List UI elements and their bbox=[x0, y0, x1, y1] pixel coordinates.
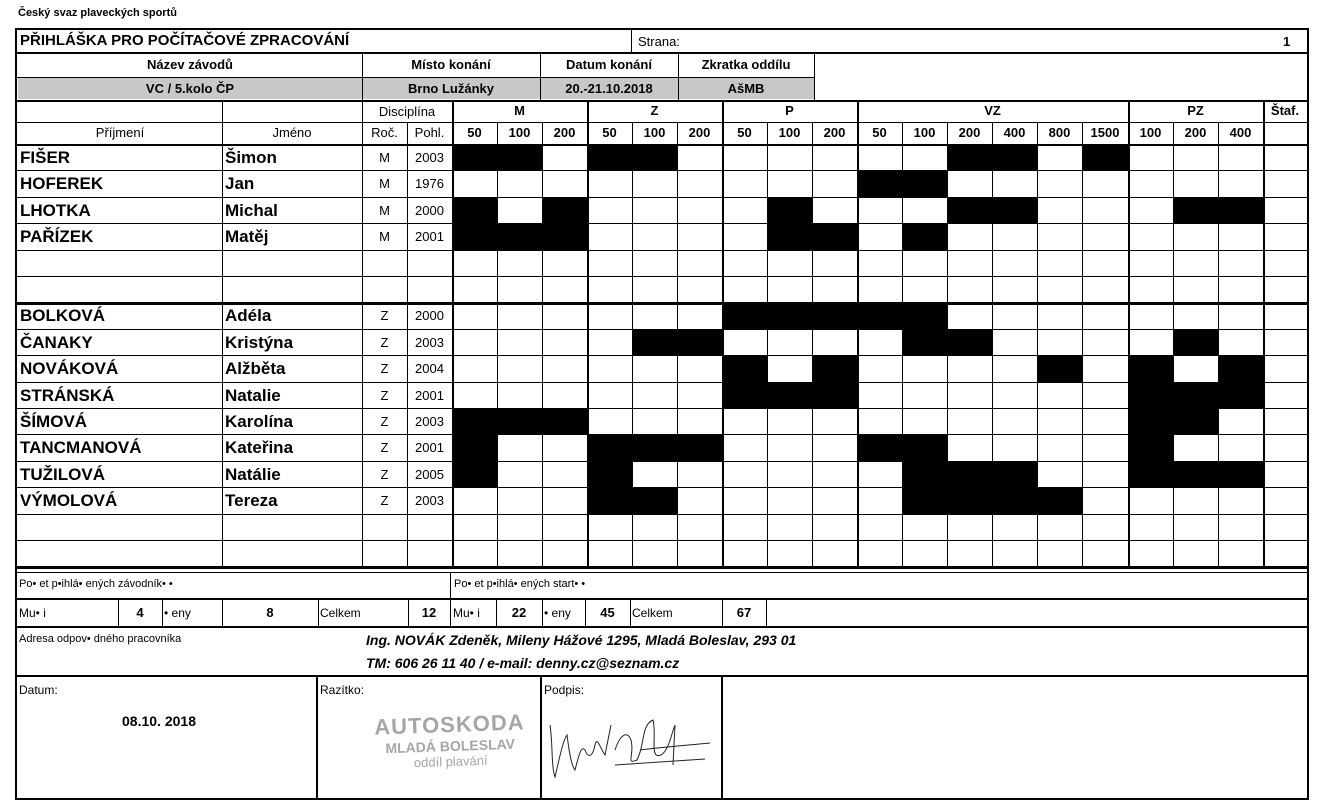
row-line bbox=[17, 461, 1307, 462]
entry-mark bbox=[587, 461, 633, 488]
entry-mark bbox=[992, 461, 1038, 488]
entry-mark bbox=[1173, 382, 1219, 409]
entry-mark bbox=[1218, 461, 1264, 488]
entry-mark bbox=[857, 434, 903, 461]
entry-mark bbox=[587, 144, 633, 171]
birth-year: 2003 bbox=[415, 150, 444, 165]
men-label: Mu• i bbox=[19, 606, 46, 620]
gender: Z bbox=[380, 308, 389, 323]
birth-year: 1976 bbox=[415, 176, 444, 191]
distance-header: 200 bbox=[823, 125, 846, 140]
entry-mark bbox=[452, 434, 498, 461]
discipline-label: Disciplína bbox=[378, 104, 436, 119]
entry-mark bbox=[947, 487, 993, 514]
summary-cell bbox=[630, 598, 631, 626]
entry-mark bbox=[1037, 355, 1083, 382]
total-starts: 67 bbox=[736, 605, 752, 620]
date-label: Datum konání bbox=[566, 57, 652, 72]
handwritten-signature bbox=[545, 705, 715, 785]
entry-mark bbox=[632, 487, 678, 514]
footer-divider bbox=[721, 675, 723, 800]
distance-header: 100 bbox=[508, 125, 531, 140]
surname: NOVÁKOVÁ bbox=[20, 359, 119, 378]
col-divider bbox=[767, 122, 768, 566]
gender: M bbox=[379, 150, 390, 165]
entry-mark bbox=[857, 170, 903, 197]
total-label: Celkem bbox=[320, 606, 361, 620]
page-number: 1 bbox=[1283, 34, 1291, 49]
entry-mark bbox=[1128, 355, 1174, 382]
entry-mark bbox=[902, 461, 948, 488]
men-starts: 22 bbox=[511, 605, 527, 620]
total-starts-label: Celkem bbox=[632, 606, 673, 620]
entry-mark bbox=[1128, 408, 1174, 435]
entry-mark bbox=[1037, 487, 1083, 514]
entry-mark bbox=[452, 223, 498, 250]
firstname-header: Jméno bbox=[272, 125, 312, 140]
group-VZ: VZ bbox=[984, 103, 1001, 118]
birth-year: 2000 bbox=[415, 203, 444, 218]
birth-year: 2005 bbox=[415, 467, 444, 482]
group-M: M bbox=[514, 103, 525, 118]
firstname: Adéla bbox=[225, 306, 272, 325]
entry-mark bbox=[812, 223, 858, 250]
distance-header: 50 bbox=[467, 125, 482, 140]
firstname: Jan bbox=[225, 174, 255, 193]
entry-mark bbox=[992, 144, 1038, 171]
entry-mark bbox=[767, 382, 813, 409]
entry-mark bbox=[1173, 461, 1219, 488]
row-line bbox=[17, 382, 1307, 383]
surname: STRÁNSKÁ bbox=[20, 386, 115, 405]
entry-mark bbox=[542, 197, 588, 224]
gender: Z bbox=[380, 414, 389, 429]
row-line bbox=[17, 514, 1307, 515]
firstname: Natálie bbox=[225, 465, 281, 484]
distance-header: 200 bbox=[688, 125, 711, 140]
surname: ŠÍMOVÁ bbox=[20, 412, 88, 431]
distance-header: 100 bbox=[643, 125, 666, 140]
row-line bbox=[17, 540, 1307, 541]
women-label: • eny bbox=[164, 606, 191, 620]
header-bottom-line bbox=[17, 100, 1307, 102]
women-starts-label: • eny bbox=[544, 606, 571, 620]
entry-mark bbox=[452, 408, 498, 435]
surname: BOLKOVÁ bbox=[20, 306, 105, 325]
entry-mark bbox=[767, 197, 813, 224]
row-line bbox=[17, 250, 1307, 251]
title-bottom-line bbox=[17, 52, 1307, 54]
entry-mark bbox=[677, 329, 723, 356]
firstname: Kristýna bbox=[225, 333, 294, 352]
firstname: Kateřina bbox=[225, 438, 294, 457]
entry-mark bbox=[587, 487, 633, 514]
summary-line bbox=[17, 598, 1307, 600]
entry-mark bbox=[992, 197, 1038, 224]
entry-mark bbox=[542, 408, 588, 435]
gender: Z bbox=[380, 493, 389, 508]
stamp-line: oddíl plavání bbox=[413, 752, 488, 771]
entry-mark bbox=[722, 355, 768, 382]
entry-mark bbox=[452, 461, 498, 488]
summary-cell bbox=[766, 598, 767, 626]
surname: TUŽILOVÁ bbox=[20, 465, 105, 484]
total-count: 12 bbox=[421, 605, 437, 620]
birth-year: 2001 bbox=[415, 229, 444, 244]
entry-mark bbox=[1218, 355, 1264, 382]
distance-header: 1500 bbox=[1090, 125, 1120, 140]
distance-header: 400 bbox=[1229, 125, 1252, 140]
firstname: Karolína bbox=[225, 412, 294, 431]
club-label: Zkratka oddílu bbox=[701, 57, 791, 72]
distance-header: 200 bbox=[553, 125, 576, 140]
col-divider bbox=[542, 122, 543, 566]
entry-mark bbox=[902, 487, 948, 514]
gender: Z bbox=[380, 335, 389, 350]
stamp-line: MLADÁ BOLESLAV bbox=[385, 735, 516, 757]
signature-label: Podpis: bbox=[544, 683, 585, 697]
grid-bottom-thick bbox=[17, 566, 1307, 569]
entry-mark bbox=[497, 408, 543, 435]
gender: Z bbox=[380, 467, 389, 482]
group-P: P bbox=[785, 103, 794, 118]
org-name: Český svaz plaveckých sportů bbox=[18, 7, 177, 19]
year-header: Pohl. bbox=[414, 125, 445, 140]
firstname: Michal bbox=[225, 201, 278, 220]
entry-mark bbox=[812, 302, 858, 329]
row-line bbox=[17, 223, 1307, 224]
entry-mark bbox=[947, 329, 993, 356]
summary-line bbox=[17, 626, 1307, 628]
distance-header: 50 bbox=[872, 125, 887, 140]
row-line bbox=[17, 302, 1307, 305]
distance-header: 100 bbox=[1139, 125, 1162, 140]
staf-header: Štaf. bbox=[1270, 103, 1300, 118]
event-name-label: Název závodů bbox=[147, 57, 233, 72]
surname: ČANAKY bbox=[20, 333, 93, 352]
entry-mark bbox=[632, 434, 678, 461]
gender: Z bbox=[380, 440, 389, 455]
entry-mark bbox=[902, 302, 948, 329]
distance-header: 100 bbox=[913, 125, 936, 140]
entry-mark bbox=[1173, 408, 1219, 435]
entry-mark bbox=[452, 197, 498, 224]
birth-year: 2003 bbox=[415, 414, 444, 429]
entry-mark bbox=[902, 170, 948, 197]
contact-phone-email: TM: 606 26 11 40 / e-mail: denny.cz@seznam.cz bbox=[366, 655, 680, 671]
grid-bottom-double bbox=[17, 572, 1307, 573]
entry-mark bbox=[1082, 144, 1129, 171]
entry-mark bbox=[632, 144, 678, 171]
surname: FIŠER bbox=[20, 148, 71, 167]
gender: Z bbox=[380, 361, 389, 376]
surname: PAŘÍZEK bbox=[20, 227, 94, 246]
women-starts: 45 bbox=[600, 605, 615, 620]
subheader-line bbox=[17, 122, 1307, 123]
starts-count-label: Po• et p•ihlá• ených start• • bbox=[454, 578, 586, 590]
entry-mark bbox=[902, 329, 948, 356]
surname: LHOTKA bbox=[20, 201, 91, 220]
surname: TANCMANOVÁ bbox=[20, 438, 142, 457]
entry-mark bbox=[722, 302, 768, 329]
firstname: Natalie bbox=[225, 386, 281, 405]
distance-header: 400 bbox=[1003, 125, 1026, 140]
entry-mark bbox=[497, 144, 543, 171]
entry-mark bbox=[1128, 434, 1174, 461]
event-name: VC / 5.kolo ČP bbox=[145, 81, 235, 96]
group-PZ: PZ bbox=[1187, 103, 1204, 118]
row-line bbox=[17, 408, 1307, 409]
venue-label: Místo konání bbox=[411, 57, 491, 72]
entry-mark bbox=[857, 302, 903, 329]
entry-mark bbox=[812, 382, 858, 409]
entry-mark bbox=[902, 223, 948, 250]
entry-mark bbox=[1218, 197, 1264, 224]
gender-header: Roč. bbox=[371, 125, 398, 140]
entry-mark bbox=[947, 197, 993, 224]
gender: Z bbox=[380, 388, 389, 403]
group-Z: Z bbox=[650, 103, 659, 118]
contact-label: Adresa odpov• dného pracovníka bbox=[19, 633, 182, 645]
surname: HOFEREK bbox=[20, 174, 104, 193]
summary-cell bbox=[318, 598, 319, 626]
club-code: AšMB bbox=[727, 81, 765, 96]
entry-mark bbox=[632, 329, 678, 356]
club-stamp bbox=[359, 709, 541, 772]
women-count: 8 bbox=[266, 605, 274, 620]
col-divider bbox=[812, 122, 813, 566]
form-title: PŘIHLÁŠKA PRO POČÍTAČOVÉ ZPRACOVÁNÍ bbox=[20, 32, 350, 49]
entry-mark bbox=[767, 302, 813, 329]
col-divider bbox=[452, 122, 454, 566]
col-divider bbox=[497, 122, 498, 566]
surname-header: Příjmení bbox=[95, 125, 145, 140]
distance-header: 800 bbox=[1048, 125, 1071, 140]
page-label: Strana: bbox=[638, 34, 680, 49]
entry-mark bbox=[992, 487, 1038, 514]
entry-mark bbox=[1128, 461, 1174, 488]
header-mid-line bbox=[17, 77, 815, 78]
birth-year: 2004 bbox=[415, 361, 444, 376]
entry-mark bbox=[1218, 382, 1264, 409]
men-count: 4 bbox=[136, 605, 144, 620]
title-divider bbox=[631, 30, 632, 52]
birth-year: 2000 bbox=[415, 308, 444, 323]
surname: VÝMOLOVÁ bbox=[20, 491, 118, 510]
entry-mark bbox=[677, 434, 723, 461]
distance-header: 200 bbox=[1184, 125, 1207, 140]
entry-mark bbox=[542, 223, 588, 250]
men-starts-label: Mu• i bbox=[453, 606, 480, 620]
firstname: Šimon bbox=[225, 148, 277, 167]
firstname: Alžběta bbox=[225, 359, 286, 378]
entry-mark bbox=[902, 434, 948, 461]
col-divider bbox=[1128, 122, 1130, 566]
stamp-line: AUTOSKODA bbox=[373, 709, 526, 740]
birth-year: 2003 bbox=[415, 335, 444, 350]
distance-header: 200 bbox=[958, 125, 981, 140]
distance-header: 50 bbox=[602, 125, 617, 140]
birth-year: 2001 bbox=[415, 388, 444, 403]
gender: M bbox=[379, 203, 390, 218]
contact-address: Ing. NOVÁK Zdeněk, Mileny Hážové 1295, Mladá Boleslav, 293 01 bbox=[366, 632, 797, 648]
row-line bbox=[17, 276, 1307, 277]
col-divider bbox=[1263, 122, 1265, 566]
swimmers-count-label: Po• et p•ihlá• ených závodník• • bbox=[19, 578, 173, 590]
gender: M bbox=[379, 229, 390, 244]
summary-cell bbox=[162, 598, 163, 626]
firstname: Tereza bbox=[225, 491, 278, 510]
header-divider bbox=[814, 52, 815, 100]
firstname: Matěj bbox=[225, 227, 269, 246]
entry-mark bbox=[1173, 329, 1219, 356]
distance-header: 100 bbox=[778, 125, 801, 140]
row-line bbox=[17, 197, 1307, 198]
distance-header: 50 bbox=[737, 125, 752, 140]
birth-year: 2001 bbox=[415, 440, 444, 455]
entry-mark bbox=[812, 355, 858, 382]
entry-mark bbox=[722, 382, 768, 409]
summary-cell bbox=[542, 598, 543, 626]
entry-mark bbox=[1173, 197, 1219, 224]
venue: Brno Lužánky bbox=[408, 81, 494, 96]
event-date: 20.-21.10.2018 bbox=[565, 81, 653, 96]
entry-mark bbox=[947, 144, 993, 171]
entry-mark bbox=[767, 223, 813, 250]
entry-mark bbox=[587, 434, 633, 461]
entry-mark bbox=[947, 461, 993, 488]
entry-mark bbox=[1128, 382, 1174, 409]
summary-cell bbox=[450, 598, 451, 626]
birth-year: 2003 bbox=[415, 493, 444, 508]
contact-bottom-line bbox=[17, 675, 1307, 677]
gender: M bbox=[379, 176, 390, 191]
entry-mark bbox=[497, 223, 543, 250]
footer-divider bbox=[316, 675, 318, 800]
date-label-footer: Datum: bbox=[19, 683, 58, 697]
signing-date: 08.10. 2018 bbox=[122, 713, 196, 729]
footer-divider bbox=[540, 675, 542, 800]
entry-mark bbox=[452, 144, 498, 171]
stamp-label: Razítko: bbox=[320, 683, 365, 697]
